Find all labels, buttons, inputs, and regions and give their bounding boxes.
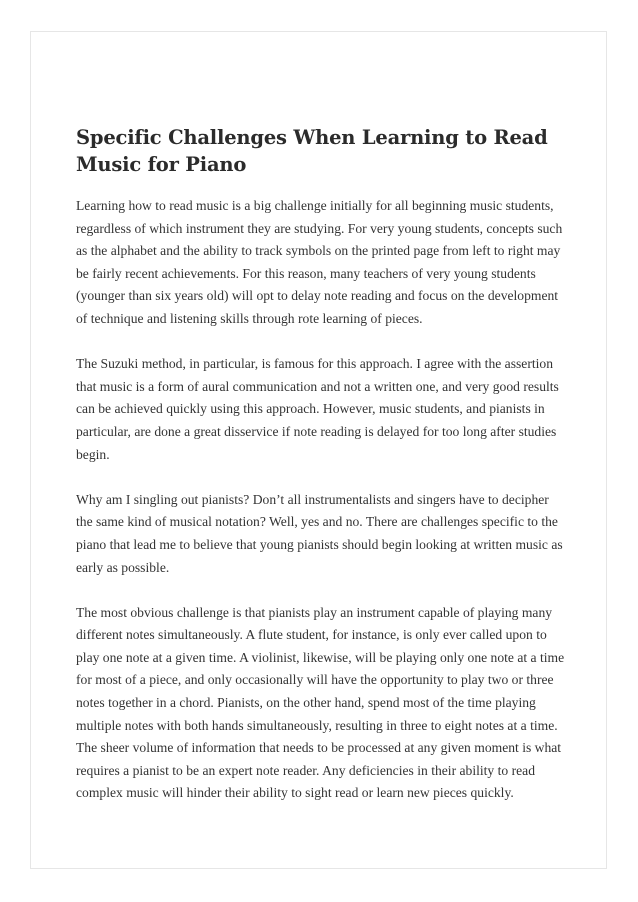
document-body: [76, 124, 568, 828]
paragraph-2: The Suzuki method, in particular, is famous for this approach. I agree with the assertion that music is a form of aural communication and not a written one, and very good results can be achieved quickly using this approach. However, music students, and pianists in particular, are done a great disservice if note reading is delayed for too long after studies begin.: [76, 356, 559, 462]
paragraph-3: Why am I singling out pianists? Don’t all instrumentalists and singers have to decipher the same kind of musical notation? Well, yes and no. There are challenges specific to the piano that lead me to believe that young pianists should begin looking at written music as early as possible.: [76, 491, 563, 575]
paragraph-1: Learning how to read music is a big challenge initially for all beginning music students, regardless of which instrument they are studying. For very young students, concepts such as the alphabet and the ability to track symbols on the printed page from left to right may be fairly recent achievements. For this reason, many teachers of very young students (younger than six years old) will opt to delay note reading and focus on the development of technique and listening skills through rote learning of pieces.: [76, 198, 563, 326]
document-title: Specific Challenges When Learning to Read Music for Piano: [76, 126, 548, 176]
paragraph-4: The most obvious challenge is that pianists play an instrument capable of playing many different notes simultaneously. A flute student, for instance, is only ever called upon to play one note at a given time. A violinist, likewise, will be playing only one note at a time for most of a piece, and only occasionally will have the opportunity to play two or three notes together in a chord. Pianists, on the other hand, spend most of the time playing multiple notes with both hands simultaneously, resulting in three to eight notes at a time. The sheer volume of information that needs to be processed at any given moment is what requires a pianist to be an expert note reader. Any deficiencies in their ability to read complex music will hinder their ability to sight read or learn new pieces quickly.: [76, 604, 565, 801]
document-page: [30, 31, 607, 869]
